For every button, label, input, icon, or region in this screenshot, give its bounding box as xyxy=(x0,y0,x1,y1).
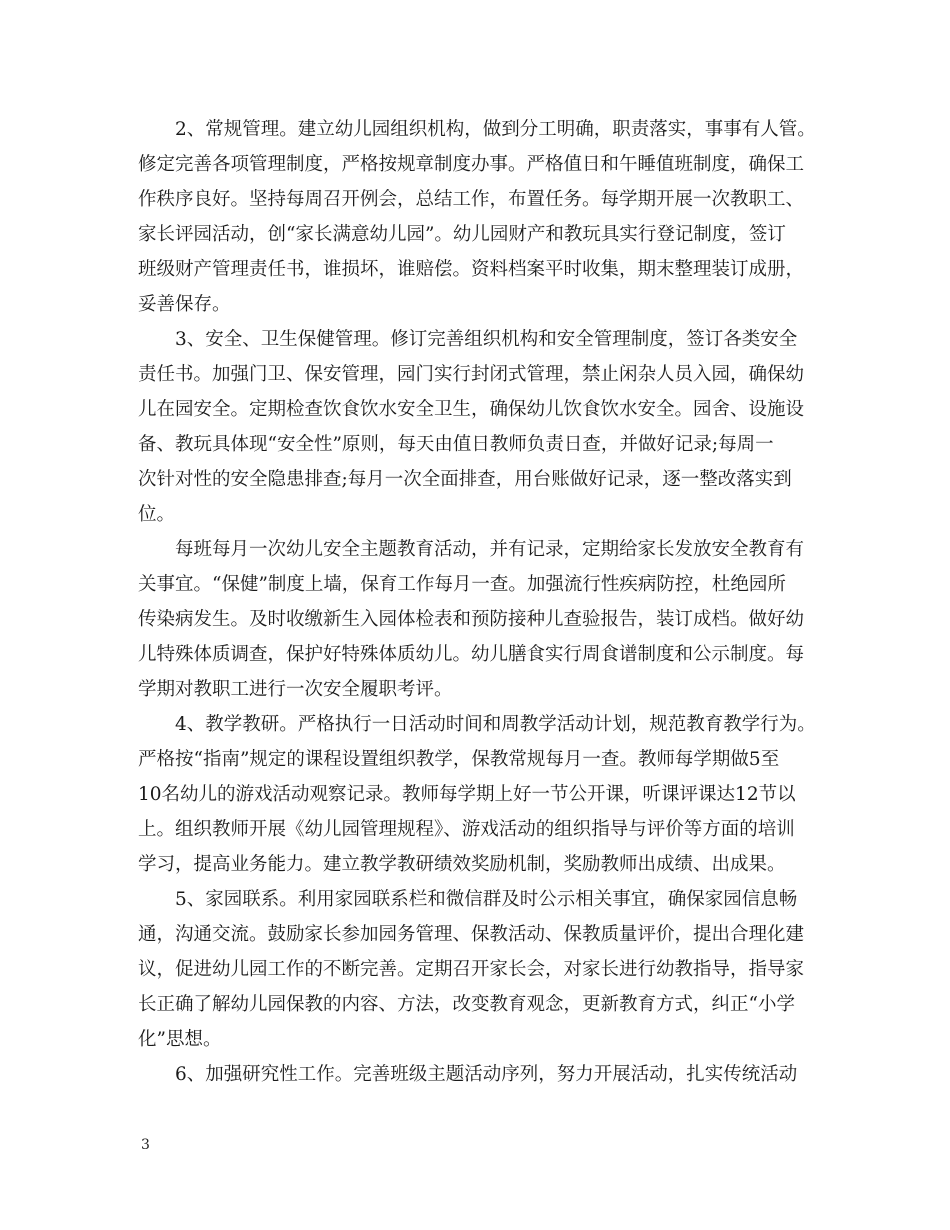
text-line: 传染病发生。及时收缴新生入园体检表和预防接种儿查验报告，装订成档。做好幼 xyxy=(138,609,805,630)
text-line: 关事宜。“保健”制度上墙，保育工作每月一查。加强流行性疾病防控，杜绝园所 xyxy=(138,574,786,595)
text-line: 议，促进幼儿园工作的不断完善。定期召开家长会，对家长进行幼教指导，指导家 xyxy=(138,959,805,980)
text-line: 次针对性的安全隐患排查;每月一次全面排查，用台账做好记录，逐一整改落实到 xyxy=(138,469,792,490)
text-line: 通，沟通交流。鼓励家长参加园务管理、保教活动、保教质量评价，提出合理化建 xyxy=(138,924,805,945)
text-line: 学习，提高业务能力。建立教学教研绩效奖励机制，奖励教师出成绩、出成果。 xyxy=(138,854,786,875)
text-line: 10名幼儿的游戏活动观察记录。教师每学期上好一节公开课，听课评课达12节以 xyxy=(138,784,796,805)
text-line: 修定完善各项管理制度，严格按规章制度办事。严格值日和午睡值班制度，确保工 xyxy=(138,154,805,175)
text-line: 学期对教职工进行一次安全履职考评。 xyxy=(138,679,453,700)
text-line: 长正确了解幼儿园保教的内容、方法，改变教育观念，更新教育方式，纠正“小学 xyxy=(138,994,795,1015)
text-line: 严格按“指南”规定的课程设置组织教学，保教常规每月一查。教师每学期做5至 xyxy=(138,749,780,770)
text-line: 2、常规管理。建立幼儿园组织机构，做到分工明确，职责落实，事事有人管。 xyxy=(138,119,816,140)
text-line: 妥善保存。 xyxy=(138,294,231,315)
text-line: 3、安全、卫生保健管理。修订完善组织机构和安全管理制度，签订各类安全 xyxy=(138,329,798,350)
text-line: 儿特殊体质调查，保护好特殊体质幼儿。幼儿膳食实行周食谱制度和公示制度。每 xyxy=(138,644,805,665)
text-line: 4、教学教研。严格执行一日活动时间和周教学活动计划，规范教育教学行为。 xyxy=(138,714,816,735)
body-text xyxy=(138,112,818,1092)
page-number: 3 xyxy=(141,1137,150,1153)
text-line: 位。 xyxy=(138,504,176,525)
text-line: 5、家园联系。利用家园联系栏和微信群及时公示相关事宜，确保家园信息畅 xyxy=(138,889,798,910)
text-line: 6、加强研究性工作。完善班级主题活动序列，努力开展活动，扎实传统活动 xyxy=(138,1064,798,1085)
text-line: 作秩序良好。坚持每周召开例会，总结工作，布置任务。每学期开展一次教职工、 xyxy=(138,189,805,210)
text-line: 备、教玩具体现“安全性”原则，每天由值日教师负责日查，并做好记录;每周一 xyxy=(138,434,774,455)
text-line: 上。组织教师开展《幼儿园管理规程》、游戏活动的组织指导与评价等方面的培训 xyxy=(138,819,795,840)
text-line: 儿在园安全。定期检查饮食饮水安全卫生，确保幼儿饮食饮水安全。园舍、设施设 xyxy=(138,399,805,420)
text-line: 家长评园活动，创“家长满意幼儿园”。幼儿园财产和教玩具实行登记制度，签订 xyxy=(138,224,786,245)
text-line: 每班每月一次幼儿安全主题教育活动，并有记录，定期给家长发放安全教育有 xyxy=(138,539,805,560)
text-line: 化”思想。 xyxy=(138,1029,222,1050)
text-line: 班级财产管理责任书，谁损坏，谁赔偿。资料档案平时收集，期末整理装订成册， xyxy=(138,259,805,280)
text-line: 责任书。加强门卫、保安管理，园门实行封闭式管理，禁止闲杂人员入园，确保幼 xyxy=(138,364,805,385)
